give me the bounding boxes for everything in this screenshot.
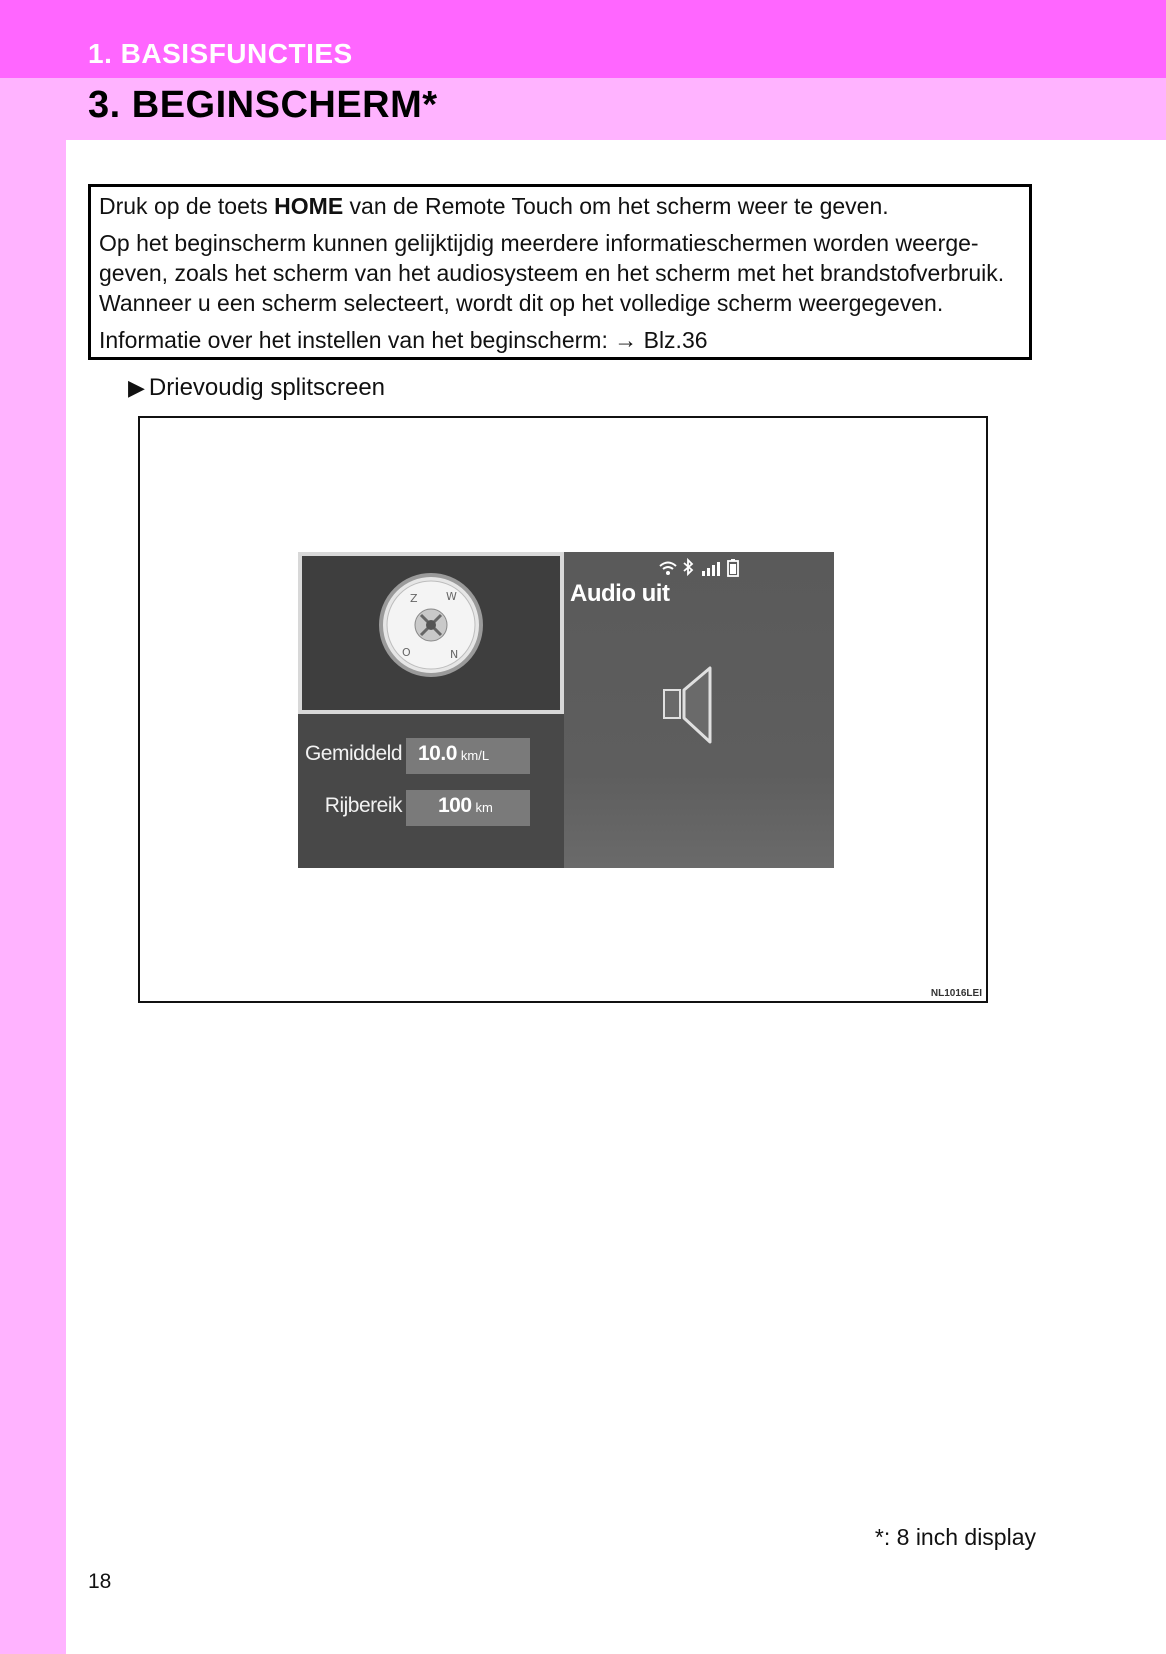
compass-z: Z [410, 592, 418, 605]
bluetooth-icon [684, 560, 692, 574]
sub-heading [128, 374, 385, 402]
signal-icon [702, 562, 720, 576]
intro-paragraph-2: Op het beginscherm kunnen gelijktijdig meerdere informatieschermen worden weerge-geven, zoals het scherm van het audiosysteem en het scherm met het brandstofverbruik. Wanneer u een scherm selecteert, wordt dit op het volledige scherm weergegeven. [99, 230, 1005, 316]
audio-status-label: Audio uit [570, 580, 670, 607]
intro-line-1 [99, 191, 1021, 221]
fuel-value-range [406, 790, 530, 826]
fuel-value-average [406, 738, 530, 774]
fuel-label-average: Gemiddeld [304, 742, 402, 765]
fuel-row-range [298, 790, 564, 826]
triangle-marker-icon: ▶ [128, 375, 145, 400]
pane-audio[interactable] [564, 552, 834, 868]
fuel-number-range: 100 [438, 794, 472, 817]
page-title: 3. BEGINSCHERM* [88, 84, 438, 126]
intro-line-1-after: van de Remote Touch om het scherm weer te geven. [343, 193, 889, 219]
fuel-label-range: Rijbereik [324, 794, 402, 817]
compass-o: O [402, 646, 411, 659]
pane-fuel-consumption[interactable] [298, 714, 564, 868]
display-screen [298, 552, 834, 868]
fuel-number-average: 10.0 [418, 742, 457, 765]
pane-navigation[interactable] [298, 552, 564, 714]
compass-n: N [450, 648, 459, 661]
compass-w: W [446, 590, 457, 603]
compass-icon [376, 570, 486, 680]
intro-line-1-before: Druk op de toets [99, 193, 275, 219]
fuel-unit-average: km/L [460, 748, 490, 763]
figure-code: NL1016LEI [930, 988, 982, 999]
status-bar [654, 556, 764, 578]
sub-heading-text: Drievoudig splitscreen [148, 374, 386, 401]
battery-icon [728, 559, 738, 576]
fuel-row-average [298, 738, 564, 774]
intro-paragraph-3: Informatie over het instellen van het beginscherm: → Blz.36 [99, 327, 708, 353]
speaker-icon [660, 660, 730, 750]
intro-box [88, 184, 1032, 360]
section-label: 1. BASISFUNCTIES [88, 38, 353, 69]
figure-frame [138, 416, 988, 1003]
page-number: 18 [88, 1570, 112, 1593]
left-margin-band [0, 0, 66, 1654]
fuel-unit-range: km [475, 800, 493, 815]
footnote: *: 8 inch display [874, 1524, 1036, 1550]
home-key-label: HOME [274, 193, 344, 219]
wifi-icon [660, 563, 676, 576]
